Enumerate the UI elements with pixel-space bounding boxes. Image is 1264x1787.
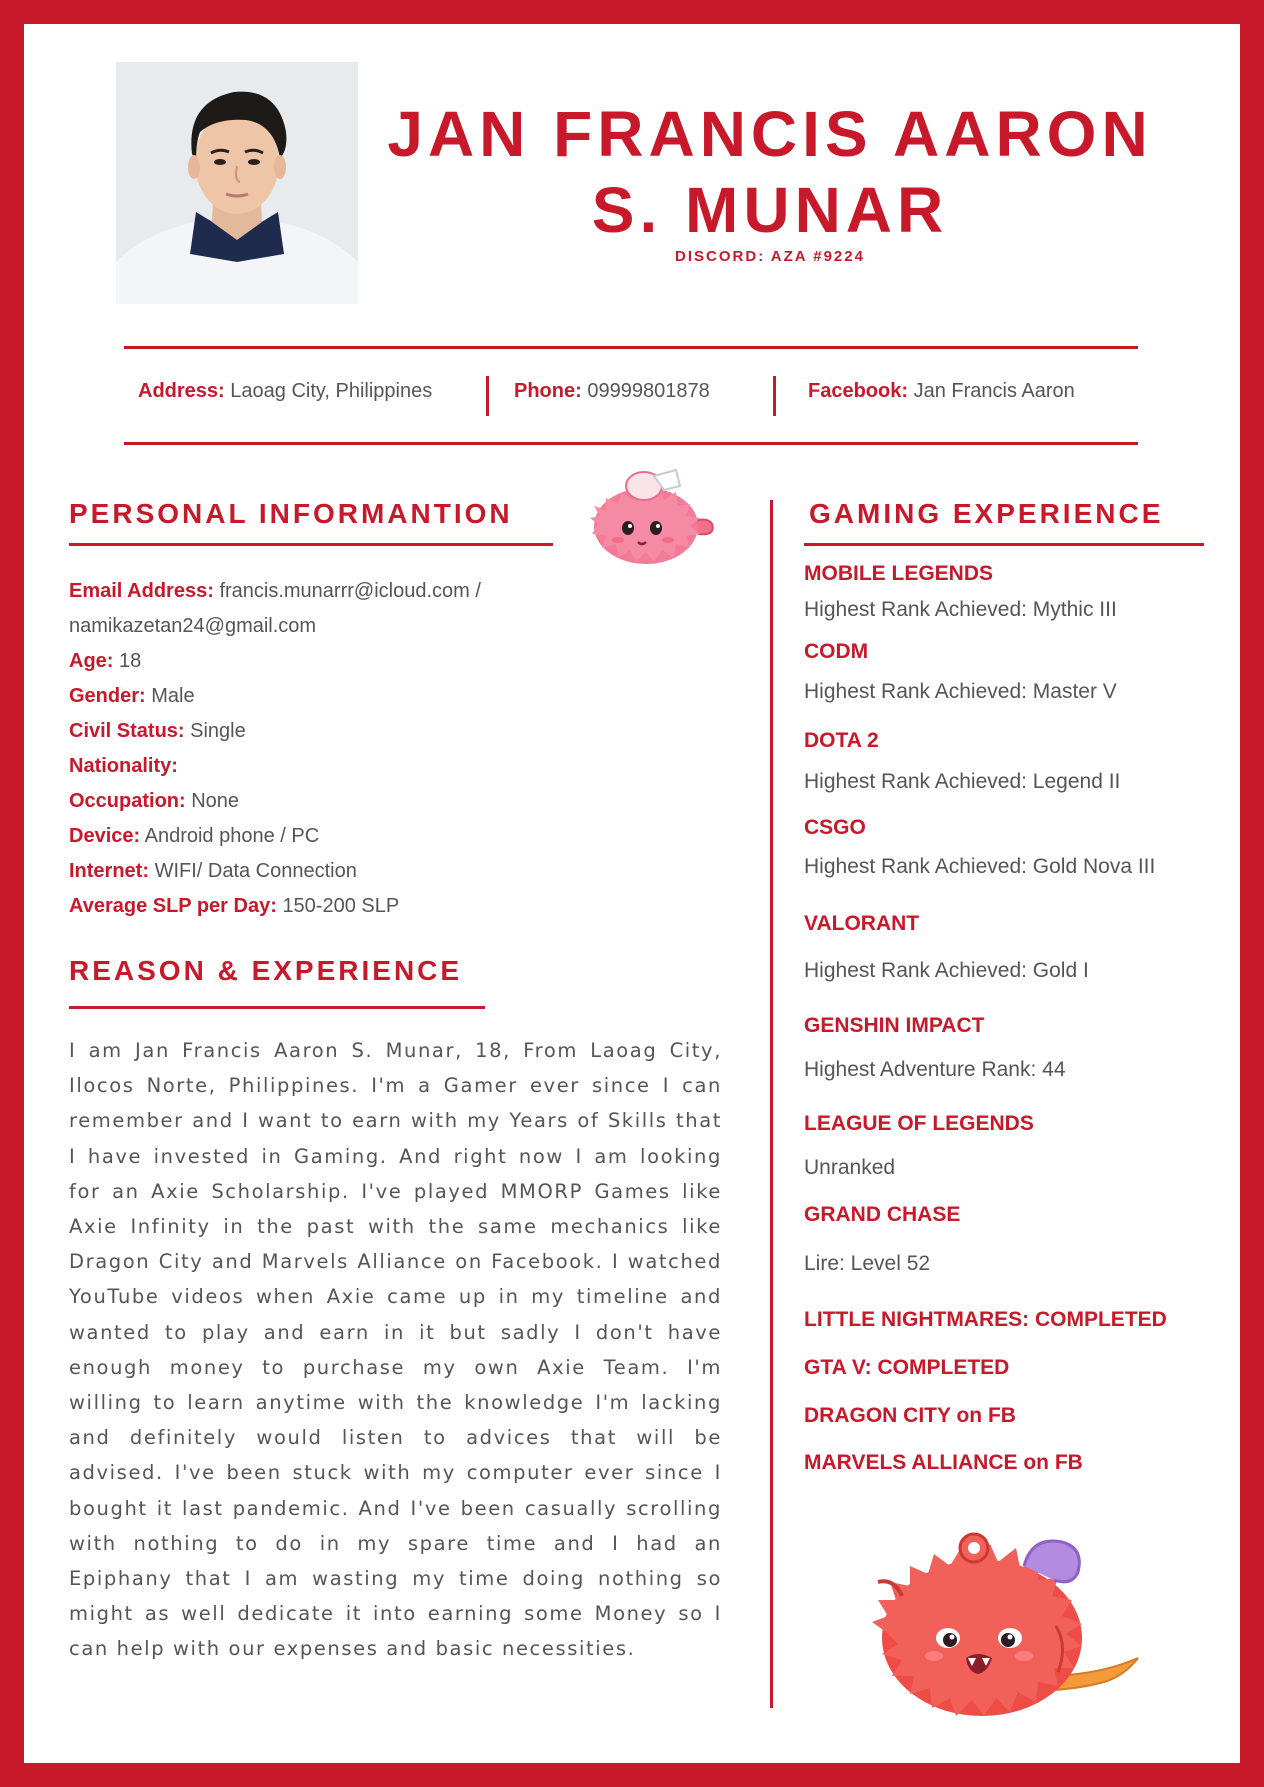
info-label: Gender: xyxy=(69,685,146,707)
address-label: Address: xyxy=(138,380,225,402)
name-line-1: JAN FRANCIS AARON xyxy=(387,98,1153,170)
info-value: WIFI/ Data Connection xyxy=(154,860,357,882)
game-detail: Highest Rank Achieved: Gold Nova III xyxy=(804,855,1156,878)
info-row xyxy=(69,749,709,784)
phone-value: 09999801878 xyxy=(587,380,710,402)
gaming-title-underline xyxy=(804,543,1204,546)
red-axie-mascot xyxy=(872,1526,1144,1722)
name-line-2: S. MUNAR xyxy=(591,174,949,246)
game-detail: Highest Adventure Rank: 44 xyxy=(804,1058,1066,1081)
game-name: MOBILE LEGENDS xyxy=(804,562,994,585)
info-label: Occupation: xyxy=(69,790,186,812)
info-row xyxy=(69,889,709,924)
info-row xyxy=(69,714,709,749)
email-value-2: namikazetan24@gmail.com xyxy=(69,615,317,637)
info-label: Civil Status: xyxy=(69,720,185,742)
profile-photo xyxy=(116,62,358,304)
personal-title-underline xyxy=(69,543,553,546)
info-label: Device: xyxy=(69,825,141,847)
contact-separator xyxy=(486,376,489,416)
pink-axie-mascot xyxy=(584,464,724,572)
game-detail: Highest Rank Achieved: Master V xyxy=(804,680,1117,703)
info-value: Single xyxy=(190,720,246,742)
info-label: Average SLP per Day: xyxy=(69,895,277,917)
game-name: DOTA 2 xyxy=(804,729,879,752)
contact-facebook xyxy=(808,380,1075,403)
completed-game: LITTLE NIGHTMARES: COMPLETED xyxy=(804,1308,1167,1331)
info-value: Android phone / PC xyxy=(144,825,320,847)
info-row xyxy=(69,679,709,714)
game-detail: Unranked xyxy=(804,1156,896,1179)
discord-handle: DISCORD: AZA #9224 xyxy=(675,248,865,265)
completed-game: DRAGON CITY on FB xyxy=(804,1404,1016,1427)
address-value: Laoag City, Philippines xyxy=(230,380,433,402)
contact-bottom-divider xyxy=(124,442,1138,445)
contact-top-divider xyxy=(124,346,1138,349)
email-value: francis.munarrr@icloud.com / xyxy=(219,580,481,602)
info-label: Nationality: xyxy=(69,755,178,777)
info-value: None xyxy=(191,790,240,812)
game-name: GRAND CHASE xyxy=(804,1203,961,1226)
completed-game: MARVELS ALLIANCE on FB xyxy=(804,1451,1083,1474)
personal-info-list xyxy=(69,574,709,924)
game-name: LEAGUE OF LEGENDS xyxy=(804,1112,1034,1135)
personal-info-title: PERSONAL INFORMANTION xyxy=(69,498,513,529)
info-row-email xyxy=(69,574,709,609)
gaming-title: GAMING EXPERIENCE xyxy=(809,498,1164,529)
game-name: GENSHIN IMPACT xyxy=(804,1014,985,1037)
info-value: 150-200 SLP xyxy=(282,895,400,917)
reason-paragraph: I am Jan Francis Aaron S. Munar, 18, From Laoag City, Ilocos Norte, Philippines. I'm a Gamer ever since I can remember and I want to earn with my Years of Skills that I have invested in Gaming. And right now I am looking for an Axie Scholarship. I've played MMORP Games like Axie Infinity in the past with the same mechanics like Dragon City and Marvels Alliance on Facebook. I watched YouTube videos when Axie came up in my timeline and wanted to play and earn in it but sadly I don't have enough money to purchase my own Axie Team. I'm willing to learn anytime with the knowledge I'm lacking and definitely would listen to advices that will be advised. I've been stuck with my computer ever since I bought it last pandemic. And I've been casually scrolling with nothing to do in my spare time and I had an Epiphany that I am wasting my time doing nothing so might as well dedicate it into earning some Money so I can help with our expenses and basic necessities. xyxy=(69,1039,722,1661)
contact-phone xyxy=(514,380,710,403)
game-detail: Highest Rank Achieved: Legend II xyxy=(804,770,1121,793)
phone-label: Phone: xyxy=(514,380,582,402)
info-row xyxy=(69,854,709,889)
game-detail: Lire: Level 52 xyxy=(804,1252,931,1275)
contact-separator xyxy=(773,376,776,416)
info-value: Male xyxy=(151,685,195,707)
portrait-illustration xyxy=(116,62,358,304)
info-row xyxy=(69,819,709,854)
info-row xyxy=(69,644,709,679)
full-name xyxy=(380,96,1160,248)
email-label: Email Address: xyxy=(69,580,214,602)
game-name: CSGO xyxy=(804,816,866,839)
completed-game: GTA V: COMPLETED xyxy=(804,1356,1010,1379)
facebook-value: Jan Francis Aaron xyxy=(913,380,1075,402)
facebook-label: Facebook: xyxy=(808,380,909,402)
column-divider xyxy=(770,500,773,1708)
info-label: Age: xyxy=(69,650,114,672)
reason-title-underline xyxy=(69,1006,485,1009)
game-name: CODM xyxy=(804,640,869,663)
game-detail: Highest Rank Achieved: Mythic III xyxy=(804,598,1117,621)
game-detail: Highest Rank Achieved: Gold I xyxy=(804,959,1089,982)
info-label: Internet: xyxy=(69,860,149,882)
reason-title: REASON & EXPERIENCE xyxy=(69,955,463,986)
game-name: VALORANT xyxy=(804,912,920,935)
info-row xyxy=(69,784,709,819)
contact-address xyxy=(138,380,432,403)
info-value: 18 xyxy=(119,650,142,672)
